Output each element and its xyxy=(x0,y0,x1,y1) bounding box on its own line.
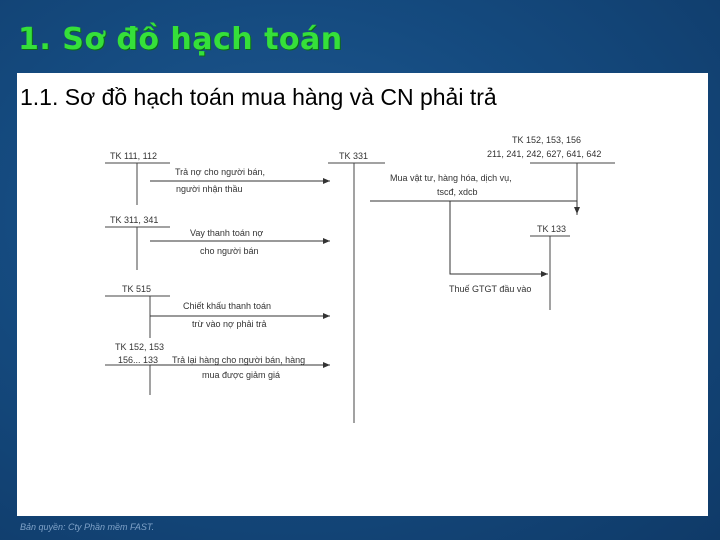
tk311-label: TK 311, 341 xyxy=(110,215,159,225)
flow2-label-1: Mua vật tư, hàng hóa, dịch vụ, xyxy=(390,173,512,183)
tk152-label-1: TK 152, 153, 156 xyxy=(512,135,582,145)
section-subtitle: 1.1. Sơ đồ hạch toán mua hàng và CN phải trả xyxy=(20,84,497,110)
tk515-label: TK 515 xyxy=(122,284,152,294)
flow2-arrow xyxy=(370,201,577,214)
flow4-label: Thuế GTGT đầu vào xyxy=(449,284,532,294)
flow5-label-2: trừ vào nợ phải trả xyxy=(192,319,267,329)
flow1-label-2: người nhận thầu xyxy=(176,184,243,194)
tk133-label: TK 133 xyxy=(537,224,567,234)
tk152b-label-2: 156... 133 xyxy=(118,355,159,365)
flow1-label-1: Trả nợ cho người bán, xyxy=(175,167,266,177)
tk152-label-2: 211, 241, 242, 627, 641, 642 xyxy=(487,149,602,159)
flow5-label-1: Chiết khấu thanh toán xyxy=(183,301,272,311)
flow3-label-1: Vay thanh toán nợ xyxy=(190,228,264,238)
copyright-footer: Bản quyền: Cty Phần mềm FAST. xyxy=(20,522,155,532)
flow4-arrow xyxy=(450,201,548,274)
tk152b-label-1: TK 152, 153 xyxy=(115,342,165,352)
flow2-label-2: tscđ, xdcb xyxy=(437,187,478,197)
flow6-label-1: Trả lại hàng cho người bán, hàng xyxy=(172,355,306,365)
tk331-label: TK 331 xyxy=(339,151,369,161)
slide-title: 1. Sơ đồ hạch toán xyxy=(18,22,343,57)
flow3-label-2: cho người bán xyxy=(200,246,259,256)
flow6-label-2: mua được giảm giá xyxy=(202,370,280,380)
tk111-label: TK 111, 112 xyxy=(110,151,158,161)
